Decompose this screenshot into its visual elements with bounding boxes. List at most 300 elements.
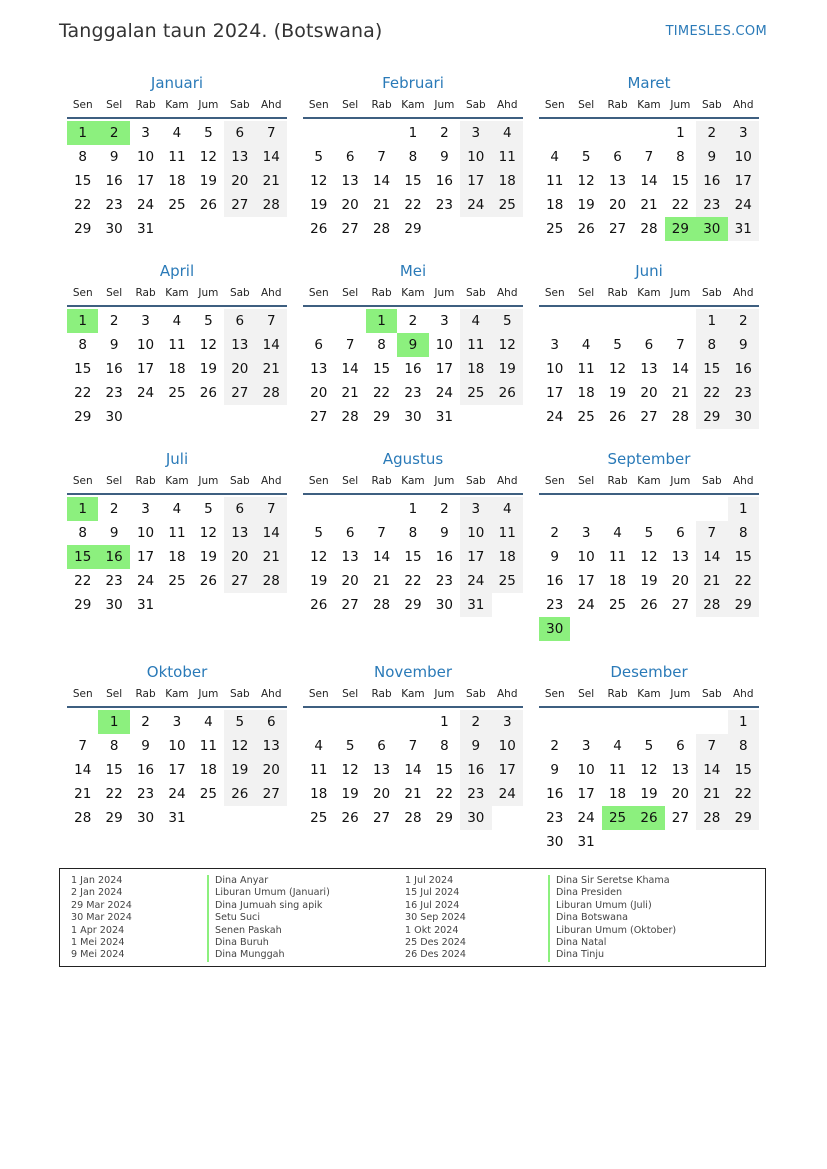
- day-cell[interactable]: 9: [440, 525, 449, 541]
- day-cell[interactable]: 20: [372, 786, 391, 802]
- day-cell[interactable]: 26: [577, 221, 595, 237]
- day-cell[interactable]: 26: [640, 597, 658, 613]
- day-cell[interactable]: 4: [492, 497, 523, 521]
- day-cell[interactable]: 16: [728, 357, 759, 381]
- day-cell[interactable]: 5: [204, 313, 213, 329]
- day-cell[interactable]: 8: [728, 521, 759, 545]
- day-cell[interactable]: 22: [74, 197, 92, 213]
- day-cell[interactable]: 17: [460, 545, 491, 569]
- day-cell[interactable]: 22: [404, 197, 422, 213]
- day-cell[interactable]: 21: [640, 197, 658, 213]
- day-cell[interactable]: 7: [78, 738, 87, 754]
- day-cell[interactable]: 22: [671, 197, 689, 213]
- day-cell[interactable]: 5: [314, 149, 323, 165]
- day-cell[interactable]: 3: [728, 121, 759, 145]
- day-cell[interactable]: 20: [608, 197, 627, 213]
- day-cell[interactable]: 12: [310, 173, 328, 189]
- day-cell[interactable]: 25: [168, 573, 186, 589]
- day-cell[interactable]: 15: [696, 357, 727, 381]
- day-cell[interactable]: 3: [141, 125, 150, 141]
- day-cell[interactable]: 18: [608, 786, 627, 802]
- day-cell[interactable]: 28: [640, 221, 658, 237]
- day-cell[interactable]: 3: [581, 525, 591, 541]
- day-cell[interactable]: 16: [546, 786, 564, 802]
- day-cell[interactable]: 29: [728, 593, 759, 617]
- day-cell[interactable]: 19: [640, 573, 658, 589]
- day-cell[interactable]: 3: [581, 738, 591, 754]
- day-cell[interactable]: 2: [141, 714, 150, 730]
- day-cell[interactable]: 31: [728, 217, 759, 241]
- day-cell[interactable]: 19: [310, 197, 328, 213]
- day-cell[interactable]: 18: [577, 385, 595, 401]
- day-cell[interactable]: 1: [408, 125, 418, 141]
- day-cell[interactable]: 17: [577, 786, 595, 802]
- day-cell[interactable]: 11: [168, 337, 186, 353]
- day-cell[interactable]: 17: [460, 169, 491, 193]
- day-cell[interactable]: 23: [546, 597, 564, 613]
- day-cell[interactable]: 4: [613, 738, 622, 754]
- day-cell[interactable]: 28: [256, 569, 287, 593]
- day-cell[interactable]: 4: [581, 337, 591, 353]
- holiday-day-cell[interactable]: 25: [602, 806, 633, 830]
- day-cell[interactable]: 12: [608, 361, 627, 377]
- day-cell[interactable]: 5: [581, 149, 591, 165]
- day-cell[interactable]: 14: [372, 549, 391, 565]
- day-cell[interactable]: 28: [404, 810, 422, 826]
- day-cell[interactable]: 22: [74, 573, 92, 589]
- day-cell[interactable]: 28: [74, 810, 92, 826]
- day-cell[interactable]: 7: [644, 149, 654, 165]
- day-cell[interactable]: 4: [460, 309, 491, 333]
- day-cell[interactable]: 29: [74, 409, 92, 425]
- day-cell[interactable]: 21: [404, 786, 422, 802]
- day-cell[interactable]: 28: [341, 409, 359, 425]
- day-cell[interactable]: 16: [696, 169, 727, 193]
- day-cell[interactable]: 21: [671, 385, 689, 401]
- day-cell[interactable]: 8: [408, 525, 418, 541]
- day-cell[interactable]: 28: [696, 806, 727, 830]
- day-cell[interactable]: 22: [105, 786, 123, 802]
- day-cell[interactable]: 11: [492, 521, 523, 545]
- day-cell[interactable]: 17: [546, 385, 564, 401]
- day-cell[interactable]: 2: [550, 525, 559, 541]
- day-cell[interactable]: 3: [141, 501, 150, 517]
- day-cell[interactable]: 10: [728, 145, 759, 169]
- day-cell[interactable]: 2: [408, 313, 418, 329]
- day-cell[interactable]: 11: [199, 738, 217, 754]
- day-cell[interactable]: 10: [168, 738, 186, 754]
- day-cell[interactable]: 26: [199, 197, 217, 213]
- day-cell[interactable]: 19: [577, 197, 595, 213]
- day-cell[interactable]: 25: [608, 597, 627, 613]
- day-cell[interactable]: 3: [492, 710, 523, 734]
- holiday-day-cell[interactable]: 2: [98, 121, 129, 145]
- day-cell[interactable]: 6: [676, 738, 685, 754]
- day-cell[interactable]: 31: [136, 221, 155, 237]
- day-cell[interactable]: 17: [168, 762, 186, 778]
- day-cell[interactable]: 9: [550, 762, 559, 778]
- day-cell[interactable]: 25: [492, 569, 523, 593]
- day-cell[interactable]: 18: [492, 169, 523, 193]
- day-cell[interactable]: 15: [728, 545, 759, 569]
- day-cell[interactable]: 20: [224, 357, 255, 381]
- day-cell[interactable]: 28: [256, 381, 287, 405]
- day-cell[interactable]: 15: [728, 758, 759, 782]
- day-cell[interactable]: 29: [404, 221, 422, 237]
- day-cell[interactable]: 27: [608, 221, 627, 237]
- day-cell[interactable]: 10: [435, 337, 453, 353]
- day-cell[interactable]: 3: [460, 497, 491, 521]
- day-cell[interactable]: 2: [728, 309, 759, 333]
- day-cell[interactable]: 22: [696, 381, 727, 405]
- day-cell[interactable]: 7: [377, 525, 386, 541]
- day-cell[interactable]: 13: [256, 734, 287, 758]
- day-cell[interactable]: 15: [74, 173, 92, 189]
- day-cell[interactable]: 4: [550, 149, 559, 165]
- day-cell[interactable]: 25: [310, 810, 328, 826]
- day-cell[interactable]: 25: [577, 409, 595, 425]
- day-cell[interactable]: 7: [377, 149, 386, 165]
- day-cell[interactable]: 12: [640, 762, 658, 778]
- day-cell[interactable]: 18: [546, 197, 564, 213]
- day-cell[interactable]: 30: [105, 221, 123, 237]
- day-cell[interactable]: 16: [404, 361, 422, 377]
- day-cell[interactable]: 30: [136, 810, 155, 826]
- day-cell[interactable]: 2: [440, 125, 449, 141]
- day-cell[interactable]: 3: [440, 313, 449, 329]
- day-cell[interactable]: 1: [408, 501, 418, 517]
- holiday-day-cell[interactable]: 30: [539, 617, 570, 641]
- day-cell[interactable]: 25: [546, 221, 564, 237]
- day-cell[interactable]: 27: [256, 782, 287, 806]
- day-cell[interactable]: 24: [577, 810, 595, 826]
- day-cell[interactable]: 22: [728, 782, 759, 806]
- day-cell[interactable]: 23: [546, 810, 564, 826]
- day-cell[interactable]: 5: [613, 337, 622, 353]
- day-cell[interactable]: 8: [408, 149, 418, 165]
- day-cell[interactable]: 21: [372, 197, 391, 213]
- day-cell[interactable]: 1: [728, 710, 759, 734]
- day-cell[interactable]: 3: [172, 714, 182, 730]
- day-cell[interactable]: 23: [728, 381, 759, 405]
- day-cell[interactable]: 26: [224, 782, 255, 806]
- day-cell[interactable]: 23: [460, 782, 491, 806]
- day-cell[interactable]: 17: [136, 361, 155, 377]
- day-cell[interactable]: 8: [377, 337, 386, 353]
- day-cell[interactable]: 21: [372, 573, 391, 589]
- day-cell[interactable]: 23: [105, 385, 123, 401]
- day-cell[interactable]: 30: [546, 834, 564, 850]
- day-cell[interactable]: 24: [728, 193, 759, 217]
- day-cell[interactable]: 25: [492, 193, 523, 217]
- day-cell[interactable]: 27: [640, 409, 658, 425]
- day-cell[interactable]: 30: [105, 597, 123, 613]
- holiday-day-cell[interactable]: 1: [98, 710, 129, 734]
- day-cell[interactable]: 9: [550, 549, 559, 565]
- day-cell[interactable]: 14: [74, 762, 92, 778]
- day-cell[interactable]: 24: [435, 385, 453, 401]
- day-cell[interactable]: 21: [696, 782, 727, 806]
- day-cell[interactable]: 1: [728, 497, 759, 521]
- day-cell[interactable]: 14: [671, 361, 689, 377]
- day-cell[interactable]: 6: [377, 738, 386, 754]
- day-cell[interactable]: 5: [644, 738, 654, 754]
- day-cell[interactable]: 28: [696, 593, 727, 617]
- day-cell[interactable]: 8: [676, 149, 685, 165]
- day-cell[interactable]: 26: [199, 573, 217, 589]
- day-cell[interactable]: 31: [460, 593, 491, 617]
- day-cell[interactable]: 19: [199, 361, 217, 377]
- day-cell[interactable]: 26: [492, 381, 523, 405]
- day-cell[interactable]: 14: [372, 173, 391, 189]
- day-cell[interactable]: 20: [671, 573, 689, 589]
- day-cell[interactable]: 10: [577, 549, 595, 565]
- day-cell[interactable]: 5: [345, 738, 355, 754]
- day-cell[interactable]: 28: [372, 221, 391, 237]
- day-cell[interactable]: 14: [256, 333, 287, 357]
- day-cell[interactable]: 7: [696, 734, 727, 758]
- day-cell[interactable]: 12: [310, 549, 328, 565]
- day-cell[interactable]: 11: [608, 549, 627, 565]
- day-cell[interactable]: 22: [404, 573, 422, 589]
- day-cell[interactable]: 20: [224, 545, 255, 569]
- day-cell[interactable]: 30: [460, 806, 491, 830]
- day-cell[interactable]: 26: [310, 597, 328, 613]
- day-cell[interactable]: 11: [492, 145, 523, 169]
- day-cell[interactable]: 11: [168, 149, 186, 165]
- day-cell[interactable]: 2: [696, 121, 727, 145]
- day-cell[interactable]: 5: [224, 710, 255, 734]
- day-cell[interactable]: 25: [199, 786, 217, 802]
- day-cell[interactable]: 14: [256, 521, 287, 545]
- day-cell[interactable]: 11: [310, 762, 328, 778]
- day-cell[interactable]: 20: [310, 385, 328, 401]
- day-cell[interactable]: 17: [136, 173, 155, 189]
- day-cell[interactable]: 13: [224, 521, 255, 545]
- day-cell[interactable]: 9: [696, 145, 727, 169]
- day-cell[interactable]: 23: [696, 193, 727, 217]
- day-cell[interactable]: 8: [78, 149, 87, 165]
- day-cell[interactable]: 13: [608, 173, 627, 189]
- day-cell[interactable]: 18: [199, 762, 217, 778]
- day-cell[interactable]: 15: [372, 361, 391, 377]
- day-cell[interactable]: 21: [74, 786, 92, 802]
- day-cell[interactable]: 8: [78, 525, 87, 541]
- day-cell[interactable]: 16: [546, 573, 564, 589]
- day-cell[interactable]: 4: [492, 121, 523, 145]
- day-cell[interactable]: 18: [492, 545, 523, 569]
- day-cell[interactable]: 29: [404, 597, 422, 613]
- day-cell[interactable]: 18: [168, 549, 186, 565]
- day-cell[interactable]: 18: [168, 361, 186, 377]
- day-cell[interactable]: 21: [696, 569, 727, 593]
- holiday-day-cell[interactable]: 26: [633, 806, 664, 830]
- day-cell[interactable]: 26: [310, 221, 328, 237]
- holiday-day-cell[interactable]: 29: [665, 217, 696, 241]
- day-cell[interactable]: 23: [435, 573, 453, 589]
- day-cell[interactable]: 12: [577, 173, 595, 189]
- day-cell[interactable]: 18: [460, 357, 491, 381]
- day-cell[interactable]: 13: [341, 549, 359, 565]
- day-cell[interactable]: 18: [310, 786, 328, 802]
- day-cell[interactable]: 2: [550, 738, 559, 754]
- day-cell[interactable]: 29: [74, 597, 92, 613]
- day-cell[interactable]: 13: [224, 333, 255, 357]
- day-cell[interactable]: 20: [671, 786, 689, 802]
- day-cell[interactable]: 14: [696, 758, 727, 782]
- day-cell[interactable]: 14: [404, 762, 422, 778]
- day-cell[interactable]: 9: [728, 333, 759, 357]
- day-cell[interactable]: 13: [372, 762, 391, 778]
- day-cell[interactable]: 28: [671, 409, 689, 425]
- day-cell[interactable]: 19: [608, 385, 627, 401]
- day-cell[interactable]: 16: [105, 173, 123, 189]
- day-cell[interactable]: 22: [435, 786, 453, 802]
- day-cell[interactable]: 6: [613, 149, 622, 165]
- day-cell[interactable]: 23: [136, 786, 155, 802]
- day-cell[interactable]: 13: [671, 762, 689, 778]
- day-cell[interactable]: 23: [105, 573, 123, 589]
- day-cell[interactable]: 27: [671, 810, 689, 826]
- day-cell[interactable]: 5: [204, 501, 213, 517]
- day-cell[interactable]: 9: [440, 149, 449, 165]
- day-cell[interactable]: 26: [199, 385, 217, 401]
- day-cell[interactable]: 7: [676, 337, 685, 353]
- day-cell[interactable]: 8: [109, 738, 119, 754]
- day-cell[interactable]: 3: [550, 337, 559, 353]
- day-cell[interactable]: 28: [256, 193, 287, 217]
- day-cell[interactable]: 7: [256, 309, 287, 333]
- day-cell[interactable]: 4: [314, 738, 323, 754]
- holiday-day-cell[interactable]: 1: [67, 121, 98, 145]
- day-cell[interactable]: 22: [74, 385, 92, 401]
- day-cell[interactable]: 13: [310, 361, 328, 377]
- day-cell[interactable]: 30: [404, 409, 422, 425]
- day-cell[interactable]: 12: [199, 525, 217, 541]
- day-cell[interactable]: 14: [341, 361, 359, 377]
- day-cell[interactable]: 7: [696, 521, 727, 545]
- day-cell[interactable]: 17: [435, 361, 453, 377]
- day-cell[interactable]: 16: [435, 173, 453, 189]
- holiday-day-cell[interactable]: 1: [67, 497, 98, 521]
- day-cell[interactable]: 13: [341, 173, 359, 189]
- day-cell[interactable]: 30: [105, 409, 123, 425]
- day-cell[interactable]: 27: [341, 221, 359, 237]
- day-cell[interactable]: 13: [224, 145, 255, 169]
- day-cell[interactable]: 19: [341, 786, 359, 802]
- day-cell[interactable]: 5: [492, 309, 523, 333]
- day-cell[interactable]: 10: [577, 762, 595, 778]
- day-cell[interactable]: 10: [492, 734, 523, 758]
- day-cell[interactable]: 21: [256, 545, 287, 569]
- day-cell[interactable]: 29: [728, 806, 759, 830]
- day-cell[interactable]: 26: [341, 810, 359, 826]
- day-cell[interactable]: 6: [224, 309, 255, 333]
- day-cell[interactable]: 18: [608, 573, 627, 589]
- day-cell[interactable]: 2: [109, 313, 119, 329]
- day-cell[interactable]: 6: [224, 497, 255, 521]
- holiday-day-cell[interactable]: 30: [696, 217, 727, 241]
- day-cell[interactable]: 5: [204, 125, 213, 141]
- day-cell[interactable]: 23: [435, 197, 453, 213]
- day-cell[interactable]: 6: [256, 710, 287, 734]
- day-cell[interactable]: 23: [404, 385, 422, 401]
- day-cell[interactable]: 21: [256, 357, 287, 381]
- day-cell[interactable]: 14: [256, 145, 287, 169]
- day-cell[interactable]: 12: [341, 762, 359, 778]
- day-cell[interactable]: 4: [172, 313, 182, 329]
- day-cell[interactable]: 12: [199, 149, 217, 165]
- day-cell[interactable]: 4: [172, 501, 182, 517]
- day-cell[interactable]: 24: [577, 597, 595, 613]
- day-cell[interactable]: 24: [492, 782, 523, 806]
- day-cell[interactable]: 13: [640, 361, 658, 377]
- day-cell[interactable]: 1: [676, 125, 685, 141]
- day-cell[interactable]: 22: [728, 569, 759, 593]
- day-cell[interactable]: 27: [310, 409, 328, 425]
- day-cell[interactable]: 3: [141, 313, 150, 329]
- day-cell[interactable]: 1: [696, 309, 727, 333]
- day-cell[interactable]: 10: [460, 521, 491, 545]
- day-cell[interactable]: 24: [168, 786, 186, 802]
- day-cell[interactable]: 21: [341, 385, 359, 401]
- day-cell[interactable]: 19: [199, 173, 217, 189]
- day-cell[interactable]: 16: [105, 361, 123, 377]
- day-cell[interactable]: 20: [341, 573, 359, 589]
- site-link[interactable]: TIMESLES.COM: [665, 24, 767, 39]
- day-cell[interactable]: 15: [435, 762, 453, 778]
- day-cell[interactable]: 29: [696, 405, 727, 429]
- day-cell[interactable]: 2: [460, 710, 491, 734]
- day-cell[interactable]: 21: [256, 169, 287, 193]
- day-cell[interactable]: 24: [460, 193, 491, 217]
- day-cell[interactable]: 15: [404, 173, 422, 189]
- day-cell[interactable]: 8: [78, 337, 87, 353]
- day-cell[interactable]: 2: [440, 501, 449, 517]
- day-cell[interactable]: 8: [440, 738, 449, 754]
- day-cell[interactable]: 12: [640, 549, 658, 565]
- day-cell[interactable]: 15: [105, 762, 123, 778]
- day-cell[interactable]: 20: [256, 758, 287, 782]
- day-cell[interactable]: 31: [168, 810, 186, 826]
- day-cell[interactable]: 6: [676, 525, 685, 541]
- day-cell[interactable]: 14: [696, 545, 727, 569]
- day-cell[interactable]: 31: [577, 834, 595, 850]
- day-cell[interactable]: 10: [136, 337, 155, 353]
- day-cell[interactable]: 6: [224, 121, 255, 145]
- day-cell[interactable]: 20: [640, 385, 658, 401]
- day-cell[interactable]: 25: [168, 385, 186, 401]
- day-cell[interactable]: 5: [314, 525, 323, 541]
- day-cell[interactable]: 16: [435, 549, 453, 565]
- day-cell[interactable]: 9: [141, 738, 150, 754]
- day-cell[interactable]: 16: [460, 758, 491, 782]
- day-cell[interactable]: 8: [728, 734, 759, 758]
- day-cell[interactable]: 4: [613, 525, 622, 541]
- day-cell[interactable]: 27: [224, 381, 255, 405]
- day-cell[interactable]: 26: [608, 409, 627, 425]
- day-cell[interactable]: 11: [168, 525, 186, 541]
- day-cell[interactable]: 24: [136, 385, 155, 401]
- day-cell[interactable]: 17: [136, 549, 155, 565]
- day-cell[interactable]: 29: [435, 810, 453, 826]
- day-cell[interactable]: 4: [172, 125, 182, 141]
- day-cell[interactable]: 11: [577, 361, 595, 377]
- day-cell[interactable]: 23: [105, 197, 123, 213]
- day-cell[interactable]: 27: [341, 597, 359, 613]
- day-cell[interactable]: 9: [109, 525, 119, 541]
- day-cell[interactable]: 10: [136, 525, 155, 541]
